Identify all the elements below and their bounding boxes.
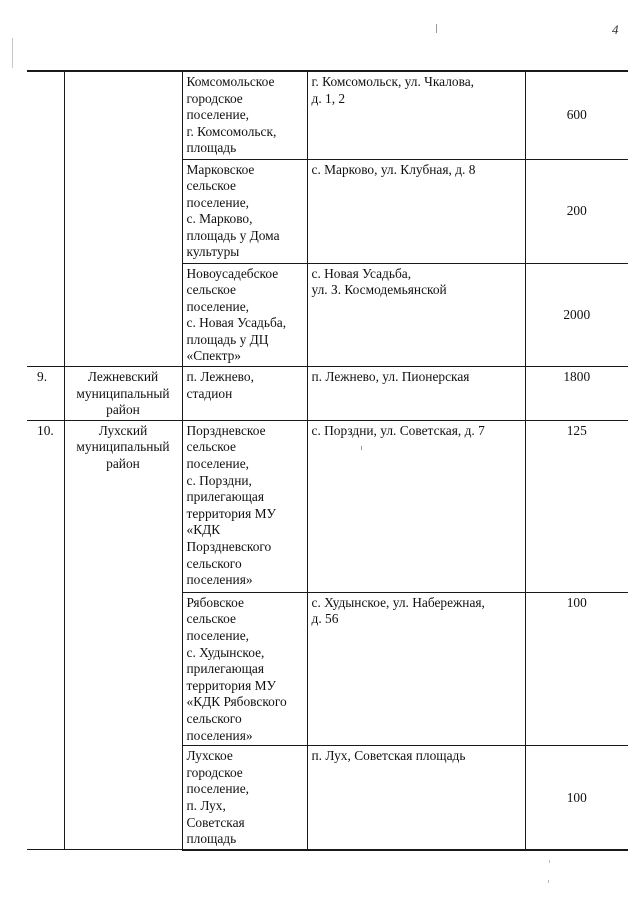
value-cell: 600 bbox=[525, 71, 628, 159]
venues-table bbox=[27, 70, 628, 851]
row-number-cell bbox=[27, 71, 64, 367]
address-cell: г. Комсомольск, ул. Чкалова, д. 1, 2 bbox=[307, 71, 525, 159]
table-row bbox=[27, 71, 628, 159]
address-cell: с. Новая Усадьба, ул. З. Космодемьянской bbox=[307, 263, 525, 367]
value-cell: 100 bbox=[525, 746, 628, 850]
address-cell: с. Худынское, ул. Набережная, д. 56 bbox=[307, 592, 525, 745]
scan-speck bbox=[12, 38, 13, 68]
settlement-cell: п. Лежнево, стадион bbox=[182, 367, 307, 421]
address-cell: п. Лежнево, ул. Пионерская bbox=[307, 367, 525, 421]
value-cell: 200 bbox=[525, 159, 628, 263]
table-row bbox=[27, 420, 628, 592]
settlement-cell: Марковское сельское поселение, с. Марково, площадь у Дома культуры bbox=[182, 159, 307, 263]
settlement-cell: Порздневское сельское поселение, с. Порздни, прилегающая территория МУ «КДК Порздневского сельского поселения» bbox=[182, 420, 307, 592]
value-cell: 2000 bbox=[525, 263, 628, 367]
settlement-cell: Рябовское сельское поселение, с. Худынское, прилегающая территория МУ «КДК Рябовского сельского поселения» bbox=[182, 592, 307, 745]
address-cell: с. Марково, ул. Клубная, д. 8 bbox=[307, 159, 525, 263]
district-cell: Лежневский муниципальный район bbox=[64, 367, 182, 421]
value-cell: 1800 bbox=[525, 367, 628, 421]
settlement-cell: Комсомольское городское поселение, г. Комсомольск, площадь bbox=[182, 71, 307, 159]
district-cell bbox=[64, 71, 182, 367]
scan-speck bbox=[436, 24, 437, 33]
value-cell: 100 bbox=[525, 592, 628, 745]
row-number-cell: 10. bbox=[27, 420, 64, 849]
settlement-cell: Новоусадебское сельское поселение, с. Новая Усадьба, площадь у ДЦ «Спектр» bbox=[182, 263, 307, 367]
page-number: 4 bbox=[612, 22, 619, 37]
value-cell: 125 bbox=[525, 420, 628, 592]
address-cell: п. Лух, Советская площадь bbox=[307, 746, 525, 850]
table-row bbox=[27, 367, 628, 421]
scan-speck bbox=[548, 880, 549, 883]
address-cell: с. Порздни, ул. Советская, д. 7 bbox=[307, 420, 525, 592]
row-number-cell: 9. bbox=[27, 367, 64, 421]
settlement-cell: Лухское городское поселение, п. Лух, Советская площадь bbox=[182, 746, 307, 850]
scan-speck bbox=[549, 860, 550, 863]
district-cell: Лухский муниципальный район bbox=[64, 420, 182, 849]
